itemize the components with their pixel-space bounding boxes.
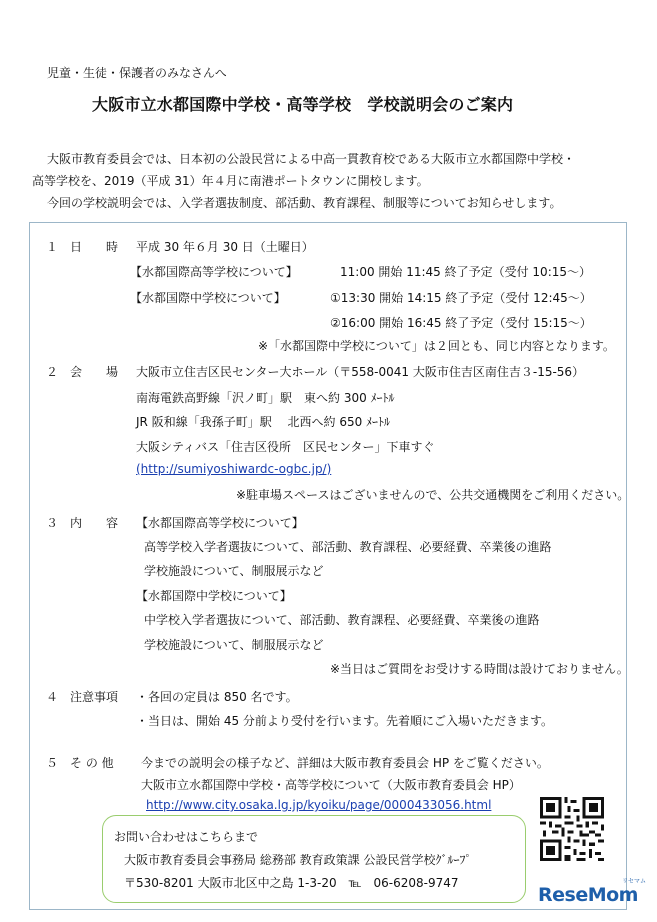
content-note: ※当日はご質問をお受けする時間は設けておりません。 (330, 662, 629, 676)
board-url-link[interactable]: http://www.city.osaka.lg.jp/kyoiku/page/0000433056.html (146, 798, 492, 812)
venue-access-2: JR 阪和線「我孫子町」駅 北西へ約 650 ﾒｰﾄﾙ (136, 415, 391, 429)
content-hs-label: 【水都国際高等学校について】 (136, 516, 304, 530)
venue-access-1: 南海電鉄高野線「沢ノ町」駅 東へ約 300 ﾒｰﾄﾙ (136, 391, 395, 405)
content-jh-label: 【水都国際中学校について】 (136, 589, 292, 603)
section-5-number: ５ (46, 756, 59, 770)
intro-line-2: 高等学校を、2019（平成 31）年４月に南港ポートタウンに開校します。 (32, 174, 429, 188)
section-1-label: 日 時 (70, 240, 119, 254)
section-1-number: １ (46, 240, 59, 254)
section-4-number: ４ (46, 690, 59, 704)
other-link-label: 大阪市立水都国際中学校・高等学校について（大阪市教育委員会 HP） (141, 778, 521, 792)
notes-item-1: ・各回の定員は 850 名です。 (136, 690, 298, 704)
jh-session-time-1: ①13:30 開始 14:15 終了予定（受付 12:45～） (330, 291, 592, 305)
intro-line-3: 今回の学校説明会では、入学者選抜制度、部活動、教育課程、制服等についてお知らせします。 (47, 196, 562, 210)
watermark-tag: リセマム (622, 878, 646, 885)
content-hs-line-1: 高等学校入学者選抜について、部活動、教育課程、必要経費、卒業後の進路 (144, 540, 552, 554)
hs-session-label: 【水都国際高等学校について】 (130, 265, 298, 279)
hs-session-time: 11:00 開始 11:45 終了予定（受付 10:15～） (340, 265, 592, 279)
venue-url-link[interactable]: (http://sumiyoshiwardc-ogbc.jp/) (136, 462, 332, 476)
section-2-label: 会 場 (70, 365, 119, 379)
other-text: 今までの説明会の様子など、詳細は大阪市教育委員会 HP をご覧ください。 (141, 756, 549, 770)
page-title: 大阪市立水都国際中学校・高等学校 学校説明会のご案内 (92, 95, 514, 114)
contact-heading: お問い合わせはこちらまで (114, 830, 259, 844)
datetime-note: ※「水都国際中学校について」は２回とも、同じ内容となります。 (258, 339, 615, 353)
content-jh-line-2: 学校施設について、制服展示など (144, 638, 324, 652)
section-2-number: ２ (46, 365, 59, 379)
resemom-logo: ReseMom (538, 884, 638, 906)
content-hs-line-2: 学校施設について、制服展示など (144, 564, 324, 578)
section-5-label: そ の 他 (70, 756, 114, 770)
venue-note: ※駐車場スペースはございませんので、公共交通機関をご利用ください。 (236, 488, 630, 502)
section-4-label: 注意事項 (70, 690, 119, 704)
qr-code-icon (540, 797, 604, 861)
greeting: 児童・生徒・保護者のみなさんへ (47, 66, 227, 80)
section-3-label: 内 容 (70, 516, 119, 530)
section-3-number: ３ (46, 516, 59, 530)
contact-org: 大阪市教育委員会事務局 総務部 教育政策課 公設民営学校ｸﾞﾙｰﾌﾟ (124, 853, 472, 867)
notes-item-2: ・当日は、開始 45 分前より受付を行います。先着順にご入場いただきます。 (136, 714, 553, 728)
intro-line-1: 大阪市教育委員会では、日本初の公設民営による中高一貫教育校である大阪市立水都国際中学校・ (47, 152, 576, 166)
jh-session-time-2: ②16:00 開始 16:45 終了予定（受付 15:15～） (330, 316, 592, 330)
event-date: 平成 30 年６月 30 日（土曜日） (136, 240, 314, 254)
contact-address: 〒530-8201 大阪市北区中之島 1-3-20 ℡ 06-6208-9747 (124, 876, 459, 890)
venue-access-3: 大阪シティバス「住吉区役所 区民センター」下車すぐ (136, 440, 435, 454)
jh-session-label: 【水都国際中学校について】 (130, 291, 286, 305)
venue-place: 大阪市立住吉区民センター大ホール（〒558-0041 大阪市住吉区南住吉３-15-56） (136, 365, 585, 379)
content-jh-line-1: 中学校入学者選抜について、部活動、教育課程、必要経費、卒業後の進路 (144, 613, 540, 627)
